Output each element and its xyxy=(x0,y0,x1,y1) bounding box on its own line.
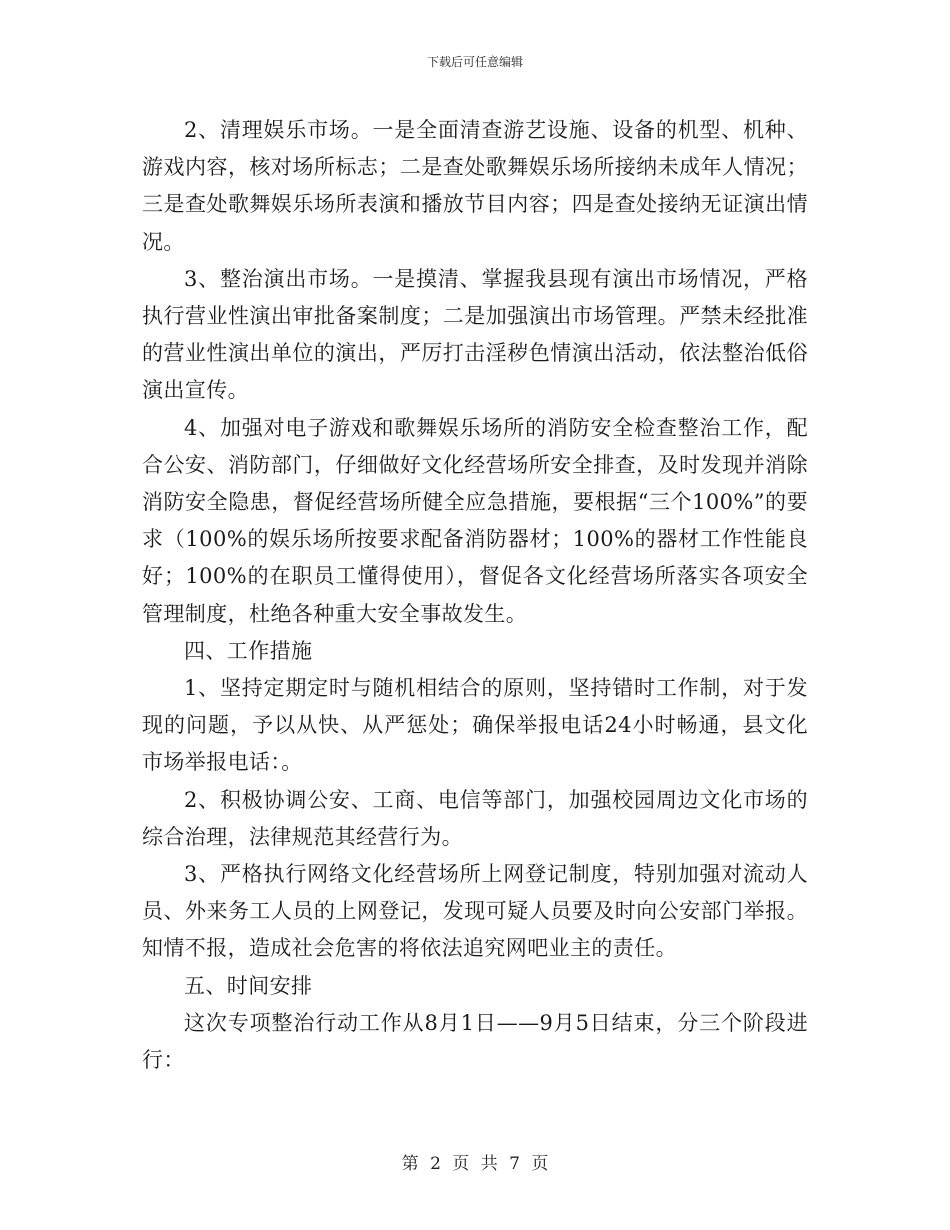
paragraph-schedule: 这次专项整治行动工作从8月1日——9月5日结束，分三个阶段进行： xyxy=(142,1010,808,1073)
paragraph-measure-2: 2、积极协调公安、工商、电信等部门，加强校园周边文化市场的综合治理，法律规范其经营行为。 xyxy=(142,787,808,849)
section-heading-schedule: 五、时间安排 xyxy=(184,973,313,998)
paragraph-clean-entertainment-market: 2、清理娱乐市场。一是全面清查游艺设施、设备的机型、机种、游戏内容，核对场所标志；二是查处歌舞娱乐场所接纳未成年人情况；三是查处歌舞娱乐场所表演和播放节目内容；四是查处接纳无证演出情况。 xyxy=(142,118,808,254)
section-heading-work-measures: 四、工作措施 xyxy=(184,638,313,663)
page-number-footer: 第 2 页 共 7 页 xyxy=(401,1154,549,1174)
document-body xyxy=(142,112,808,1079)
paragraph-measure-1: 1、坚持定期定时与随机相结合的原则，坚持错时工作制，对于发现的问题，予以从快、从严惩处；确保举报电话24小时畅通，县文化市场举报电话：。 xyxy=(142,676,808,775)
paragraph-fire-safety-inspection: 4、加强对电子游戏和歌舞娱乐场所的消防安全检查整治工作，配合公安、消防部门，仔细做好文化经营场所安全排查，及时发现并消除消防安全隐患，督促经营场所健全应急措施，要根据“三个100%”的要求（100%的娱乐场所按要求配备消防器材；100%的器材工作性能良好；100%的在职员工懂得使用），督促各文化经营场所落实各项安全管理制度，杜绝各种重大安全事故发生。 xyxy=(142,415,808,626)
page-header-note: 下载后可任意编辑 xyxy=(426,55,523,69)
paragraph-measure-3: 3、严格执行网络文化经营场所上网登记制度，特别加强对流动人员、外来务工人员的上网登记，发现可疑人员要及时向公安部门举报。知情不报，造成社会危害的将依法追究网吧业主的责任。 xyxy=(142,862,808,961)
paragraph-regulate-performance-market: 3、整治演出市场。一是摸清、掌握我县现有演出市场情况，严格执行营业性演出审批备案制度；二是加强演出市场管理。严禁未经批准的营业性演出单位的演出，严厉打击淫秽色情演出活动，依法整治低俗演出宣传。 xyxy=(142,266,808,403)
